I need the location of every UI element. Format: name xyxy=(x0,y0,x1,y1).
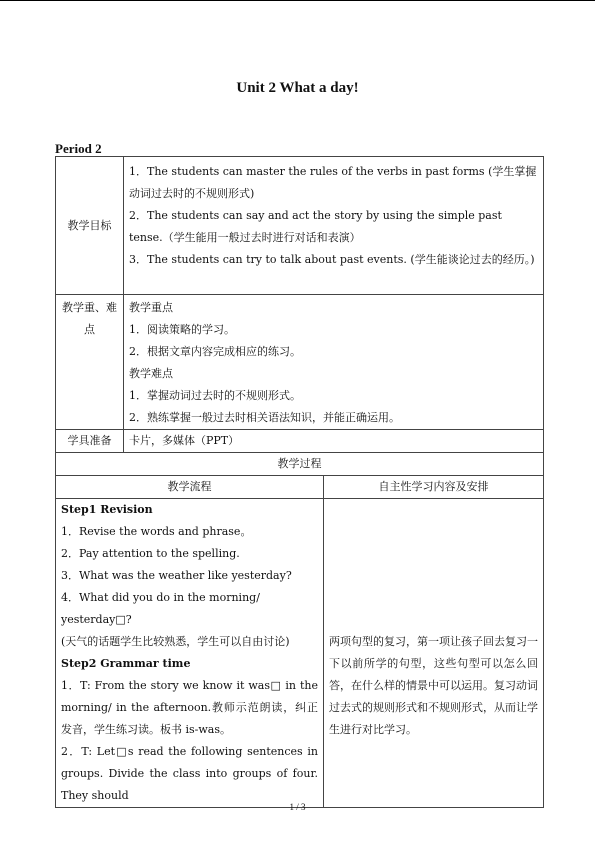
period-heading: Period 2 xyxy=(55,141,102,156)
key-item: 2．根据文章内容完成相应的练习。 xyxy=(129,345,301,358)
step1-item: (天气的话题学生比较熟悉，学生可以自由讨论) xyxy=(61,635,290,648)
top-rule xyxy=(0,0,595,1)
step1-item: 2．Pay attention to the spelling. xyxy=(61,547,240,560)
focus-label: 教学重、难点 xyxy=(56,295,124,430)
materials-row xyxy=(56,430,544,453)
key-item: 1．阅读策略的学习。 xyxy=(129,323,235,336)
step1-item: 1．Revise the words and phrase。 xyxy=(61,525,252,538)
focus-row xyxy=(56,295,544,430)
difficult-item: 1．掌握动词过去时的不规则形式。 xyxy=(129,389,301,402)
process-content-row xyxy=(56,499,544,808)
materials-label: 学具准备 xyxy=(56,430,124,453)
objectives-cell xyxy=(124,157,544,295)
objectives-label: 教学目标 xyxy=(56,157,124,295)
process-col-left: 教学流程 xyxy=(56,476,324,499)
page-title: Unit 2 What a day! xyxy=(236,80,359,96)
process-right-cell xyxy=(324,499,544,808)
objective-item: 2．The students can say and act the story by using the simple past tense.（学生能用一般过去时进行对话和表演） xyxy=(129,209,502,244)
process-columns-row xyxy=(56,476,544,499)
objective-item: 1．The students can master the rules of the verbs in past forms (学生掌握动词过去时的不规则形式) xyxy=(129,165,537,200)
difficult-item: 2．熟练掌握一般过去时相关语法知识，并能正确运用。 xyxy=(129,411,400,424)
step2-item: 2．T: Let□s read the following sentences in groups. Divide the class into groups of four. They should xyxy=(61,745,318,802)
materials-value: 卡片，多媒体（PPT） xyxy=(124,430,544,453)
process-left-cell xyxy=(56,499,324,808)
difficult-heading: 教学难点 xyxy=(129,367,173,380)
process-heading-row xyxy=(56,453,544,476)
step1-item: 4．What did you do in the morning/ yesterday□? xyxy=(61,591,260,626)
right-note: 两项句型的复习，第一项让孩子回去复习一下以前所学的句型，这些句型可以怎么回答，在什么样的情景中可以运用。复习动词过去式的规则形式和不规则形式，从而让学生进行对比学习。 xyxy=(329,635,538,736)
step1-item: 3．What was the weather like yesterday? xyxy=(61,569,292,582)
process-heading: 教学过程 xyxy=(56,453,544,476)
objectives-row xyxy=(56,157,544,295)
page-number: 1 / 3 xyxy=(289,802,306,812)
objective-item: 3．The students can try to talk about past events. (学生能谈论过去的经历。) xyxy=(129,253,535,266)
key-heading: 教学重点 xyxy=(129,301,173,314)
focus-cell xyxy=(124,295,544,430)
step1-title: Step1 Revision xyxy=(61,503,153,516)
lesson-plan-table xyxy=(55,156,544,808)
step2-item: 1．T: From the story we know it was□ in the morning/ in the afternoon.教师示范朗读，纠正发音，学生练习读。板书 is-was。 xyxy=(61,679,318,736)
process-col-right: 自主性学习内容及安排 xyxy=(324,476,544,499)
step2-title: Step2 Grammar time xyxy=(61,657,191,670)
